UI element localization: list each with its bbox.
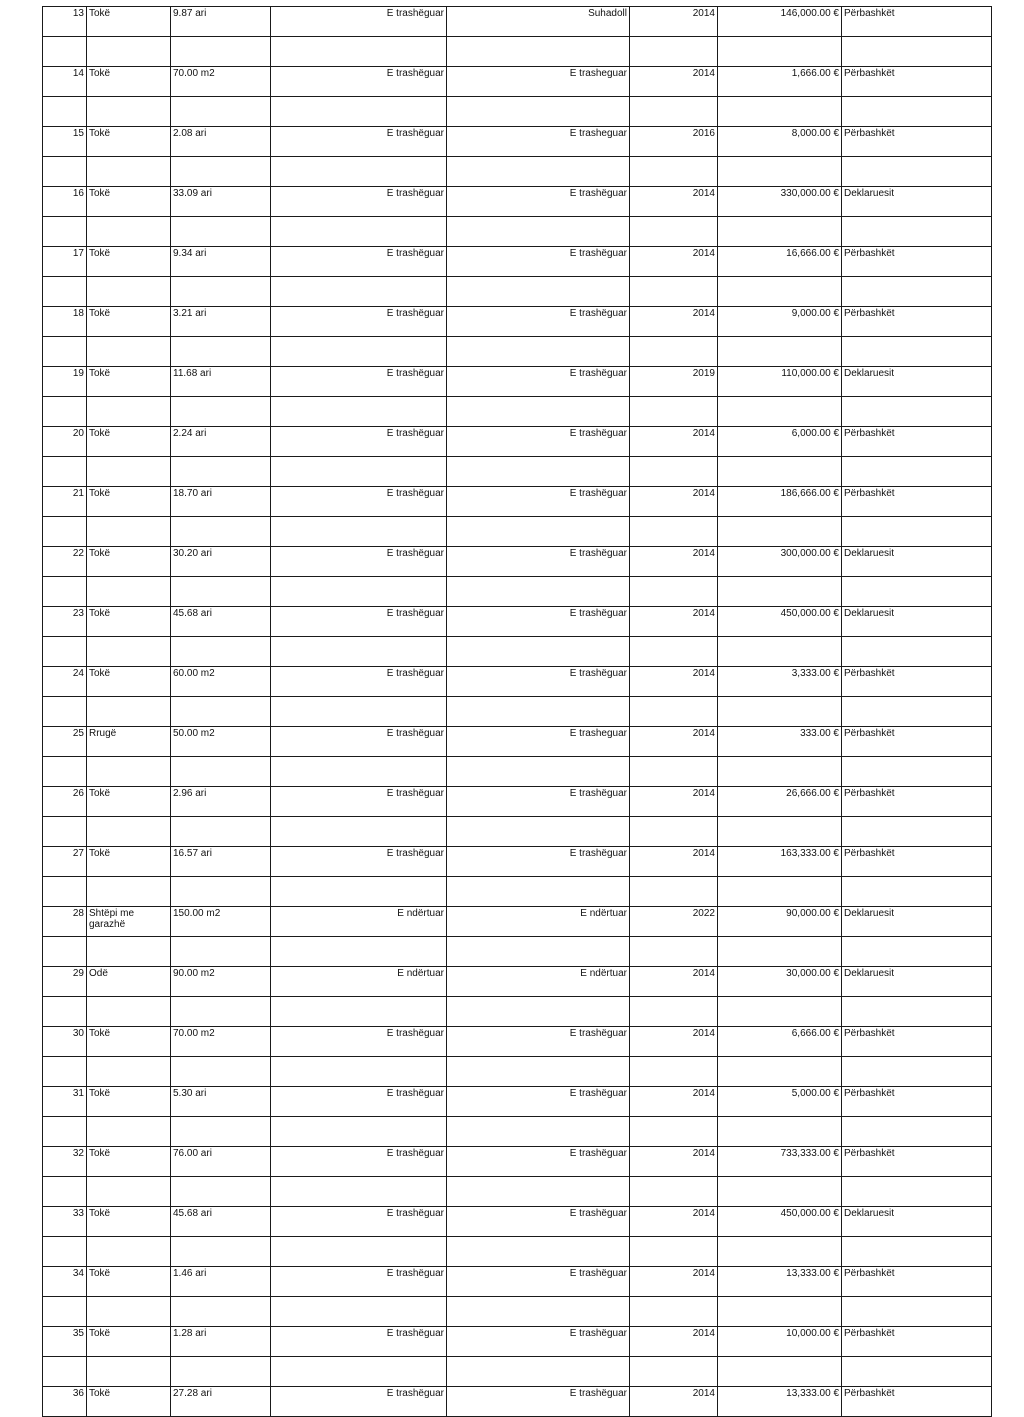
property-type-cell: Tokë [87, 1147, 171, 1177]
ownership-cell: Përbashkët [842, 127, 992, 157]
value-cell: 13,333.00 € [718, 1387, 842, 1417]
row-number-cell: 19 [43, 367, 87, 397]
row-gap [43, 997, 992, 1027]
source-cell: E trashëguar [447, 1267, 630, 1297]
year-cell: 2016 [630, 127, 718, 157]
table-row [43, 247, 992, 277]
source-cell: E trasheguar [447, 127, 630, 157]
value-cell: 3,333.00 € [718, 667, 842, 697]
table-row [43, 187, 992, 217]
property-type-cell: Tokë [87, 787, 171, 817]
acquisition-method-cell: E trashëguar [271, 1147, 447, 1177]
source-cell: E trashëguar [447, 1147, 630, 1177]
value-cell: 6,000.00 € [718, 427, 842, 457]
property-type-cell: Tokë [87, 1387, 171, 1417]
value-cell: 733,333.00 € [718, 1147, 842, 1177]
row-number-cell: 29 [43, 967, 87, 997]
value-cell: 450,000.00 € [718, 607, 842, 637]
property-type-cell: Tokë [87, 67, 171, 97]
value-cell: 26,666.00 € [718, 787, 842, 817]
value-cell: 9,000.00 € [718, 307, 842, 337]
area-cell: 27.28 ari [171, 1387, 271, 1417]
source-cell: E trashëguar [447, 667, 630, 697]
source-cell: E trashëguar [447, 1027, 630, 1057]
acquisition-method-cell: E trashëguar [271, 1267, 447, 1297]
area-cell: 45.68 ari [171, 607, 271, 637]
year-cell: 2014 [630, 247, 718, 277]
row-number-cell: 35 [43, 1327, 87, 1357]
year-cell: 2014 [630, 547, 718, 577]
source-cell: E trashëguar [447, 1387, 630, 1417]
area-cell: 3.21 ari [171, 307, 271, 337]
property-type-cell: Tokë [87, 847, 171, 877]
year-cell: 2014 [630, 427, 718, 457]
source-cell: E trashëguar [447, 427, 630, 457]
year-cell: 2014 [630, 1327, 718, 1357]
row-gap [43, 397, 992, 427]
year-cell: 2014 [630, 307, 718, 337]
area-cell: 50.00 m2 [171, 727, 271, 757]
acquisition-method-cell: E trashëguar [271, 127, 447, 157]
ownership-cell: Deklaruesit [842, 907, 992, 937]
value-cell: 110,000.00 € [718, 367, 842, 397]
ownership-cell: Deklaruesit [842, 367, 992, 397]
year-cell: 2014 [630, 967, 718, 997]
area-cell: 9.87 ari [171, 7, 271, 37]
table-row [43, 67, 992, 97]
ownership-cell: Përbashkët [842, 727, 992, 757]
row-number-cell: 28 [43, 907, 87, 937]
table-row [43, 1387, 992, 1417]
ownership-cell: Deklaruesit [842, 187, 992, 217]
row-number-cell: 36 [43, 1387, 87, 1417]
ownership-cell: Përbashkët [842, 1327, 992, 1357]
ownership-cell: Deklaruesit [842, 547, 992, 577]
area-cell: 18.70 ari [171, 487, 271, 517]
ownership-cell: Përbashkët [842, 1087, 992, 1117]
source-cell: E trashëguar [447, 1087, 630, 1117]
row-number-cell: 25 [43, 727, 87, 757]
row-number-cell: 26 [43, 787, 87, 817]
acquisition-method-cell: E trashëguar [271, 667, 447, 697]
ownership-cell: Deklaruesit [842, 607, 992, 637]
row-gap [43, 697, 992, 727]
area-cell: 1.46 ari [171, 1267, 271, 1297]
row-gap [43, 937, 992, 967]
row-gap [43, 1237, 992, 1267]
year-cell: 2014 [630, 727, 718, 757]
acquisition-method-cell: E trashëguar [271, 7, 447, 37]
row-gap [43, 1177, 992, 1207]
property-type-cell: Tokë [87, 1087, 171, 1117]
row-number-cell: 14 [43, 67, 87, 97]
value-cell: 330,000.00 € [718, 187, 842, 217]
row-gap [43, 877, 992, 907]
table-row [43, 1327, 992, 1357]
table-row [43, 967, 992, 997]
property-type-cell: Tokë [87, 127, 171, 157]
year-cell: 2014 [630, 1267, 718, 1297]
table-row [43, 1147, 992, 1177]
table-row [43, 367, 992, 397]
row-gap [43, 1117, 992, 1147]
ownership-cell: Përbashkët [842, 7, 992, 37]
table-row [43, 427, 992, 457]
value-cell: 90,000.00 € [718, 907, 842, 937]
ownership-cell: Deklaruesit [842, 1207, 992, 1237]
property-type-cell: Tokë [87, 1327, 171, 1357]
source-cell: E trashëguar [447, 547, 630, 577]
row-gap [43, 577, 992, 607]
acquisition-method-cell: E trashëguar [271, 67, 447, 97]
row-number-cell: 23 [43, 607, 87, 637]
area-cell: 60.00 m2 [171, 667, 271, 697]
year-cell: 2022 [630, 907, 718, 937]
year-cell: 2014 [630, 187, 718, 217]
row-number-cell: 15 [43, 127, 87, 157]
value-cell: 30,000.00 € [718, 967, 842, 997]
row-gap [43, 157, 992, 187]
year-cell: 2014 [630, 1147, 718, 1177]
property-type-cell: Tokë [87, 247, 171, 277]
source-cell: E trashëguar [447, 187, 630, 217]
acquisition-method-cell: E trashëguar [271, 1207, 447, 1237]
property-type-cell: Tokë [87, 7, 171, 37]
row-number-cell: 34 [43, 1267, 87, 1297]
property-type-cell: Tokë [87, 607, 171, 637]
year-cell: 2014 [630, 7, 718, 37]
row-gap [43, 637, 992, 667]
table-row [43, 847, 992, 877]
property-type-cell: Tokë [87, 187, 171, 217]
ownership-cell: Përbashkët [842, 427, 992, 457]
source-cell: Suhadoll [447, 7, 630, 37]
row-number-cell: 18 [43, 307, 87, 337]
ownership-cell: Përbashkët [842, 247, 992, 277]
value-cell: 1,666.00 € [718, 67, 842, 97]
ownership-cell: Përbashkët [842, 1027, 992, 1057]
area-cell: 2.24 ari [171, 427, 271, 457]
area-cell: 5.30 ari [171, 1087, 271, 1117]
value-cell: 186,666.00 € [718, 487, 842, 517]
ownership-cell: Përbashkët [842, 307, 992, 337]
year-cell: 2014 [630, 787, 718, 817]
year-cell: 2019 [630, 367, 718, 397]
property-table [42, 6, 992, 1417]
table-row [43, 1027, 992, 1057]
ownership-cell: Përbashkët [842, 1147, 992, 1177]
acquisition-method-cell: E trashëguar [271, 427, 447, 457]
source-cell: E trashëguar [447, 1327, 630, 1357]
year-cell: 2014 [630, 667, 718, 697]
row-number-cell: 33 [43, 1207, 87, 1237]
source-cell: E ndërtuar [447, 907, 630, 937]
property-type-cell: Tokë [87, 367, 171, 397]
area-cell: 9.34 ari [171, 247, 271, 277]
table-row [43, 487, 992, 517]
area-cell: 16.57 ari [171, 847, 271, 877]
property-type-cell: Tokë [87, 487, 171, 517]
acquisition-method-cell: E trashëguar [271, 1087, 447, 1117]
row-gap [43, 337, 992, 367]
row-gap [43, 757, 992, 787]
ownership-cell: Deklaruesit [842, 967, 992, 997]
property-type-cell: Rrugë [87, 727, 171, 757]
value-cell: 163,333.00 € [718, 847, 842, 877]
acquisition-method-cell: E trashëguar [271, 1327, 447, 1357]
table-row [43, 127, 992, 157]
table-row [43, 1087, 992, 1117]
property-type-cell: Tokë [87, 1267, 171, 1297]
value-cell: 5,000.00 € [718, 1087, 842, 1117]
acquisition-method-cell: E trashëguar [271, 607, 447, 637]
acquisition-method-cell: E trashëguar [271, 847, 447, 877]
area-cell: 150.00 m2 [171, 907, 271, 937]
area-cell: 70.00 m2 [171, 1027, 271, 1057]
value-cell: 10,000.00 € [718, 1327, 842, 1357]
row-number-cell: 30 [43, 1027, 87, 1057]
property-type-cell: Tokë [87, 307, 171, 337]
table-row [43, 1267, 992, 1297]
ownership-cell: Përbashkët [842, 667, 992, 697]
table-row [43, 727, 992, 757]
area-cell: 1.28 ari [171, 1327, 271, 1357]
row-number-cell: 31 [43, 1087, 87, 1117]
acquisition-method-cell: E trashëguar [271, 247, 447, 277]
value-cell: 300,000.00 € [718, 547, 842, 577]
row-gap [43, 1357, 992, 1387]
source-cell: E trasheguar [447, 67, 630, 97]
acquisition-method-cell: E trashëguar [271, 547, 447, 577]
value-cell: 333.00 € [718, 727, 842, 757]
value-cell: 16,666.00 € [718, 247, 842, 277]
ownership-cell: Përbashkët [842, 847, 992, 877]
area-cell: 45.68 ari [171, 1207, 271, 1237]
value-cell: 450,000.00 € [718, 1207, 842, 1237]
acquisition-method-cell: E trashëguar [271, 307, 447, 337]
source-cell: E ndërtuar [447, 967, 630, 997]
row-number-cell: 24 [43, 667, 87, 697]
acquisition-method-cell: E trashëguar [271, 787, 447, 817]
area-cell: 90.00 m2 [171, 967, 271, 997]
value-cell: 6,666.00 € [718, 1027, 842, 1057]
year-cell: 2014 [630, 67, 718, 97]
property-type-cell: Tokë [87, 427, 171, 457]
source-cell: E trashëguar [447, 367, 630, 397]
row-gap [43, 1057, 992, 1087]
year-cell: 2014 [630, 1027, 718, 1057]
table-body [43, 7, 992, 1417]
year-cell: 2014 [630, 1087, 718, 1117]
acquisition-method-cell: E trashëguar [271, 187, 447, 217]
row-number-cell: 21 [43, 487, 87, 517]
row-gap [43, 1297, 992, 1327]
table-row [43, 667, 992, 697]
row-number-cell: 22 [43, 547, 87, 577]
row-gap [43, 817, 992, 847]
row-number-cell: 20 [43, 427, 87, 457]
year-cell: 2014 [630, 607, 718, 637]
source-cell: E trashëguar [447, 847, 630, 877]
source-cell: E trashëguar [447, 307, 630, 337]
table-row [43, 547, 992, 577]
acquisition-method-cell: E trashëguar [271, 367, 447, 397]
table-row [43, 907, 992, 937]
source-cell: E trasheguar [447, 727, 630, 757]
year-cell: 2014 [630, 1387, 718, 1417]
acquisition-method-cell: E ndërtuar [271, 967, 447, 997]
row-gap [43, 517, 992, 547]
area-cell: 2.96 ari [171, 787, 271, 817]
property-type-cell: Shtëpi me garazhë [87, 907, 171, 937]
area-cell: 76.00 ari [171, 1147, 271, 1177]
property-type-cell: Tokë [87, 547, 171, 577]
row-gap [43, 457, 992, 487]
ownership-cell: Përbashkët [842, 487, 992, 517]
property-type-cell: Tokë [87, 667, 171, 697]
row-number-cell: 17 [43, 247, 87, 277]
table-row [43, 607, 992, 637]
property-type-cell: Odë [87, 967, 171, 997]
source-cell: E trashëguar [447, 1207, 630, 1237]
acquisition-method-cell: E trashëguar [271, 727, 447, 757]
acquisition-method-cell: E ndërtuar [271, 907, 447, 937]
row-number-cell: 27 [43, 847, 87, 877]
property-type-cell: Tokë [87, 1027, 171, 1057]
area-cell: 2.08 ari [171, 127, 271, 157]
source-cell: E trashëguar [447, 487, 630, 517]
table-row [43, 307, 992, 337]
ownership-cell: Përbashkët [842, 787, 992, 817]
ownership-cell: Përbashkët [842, 67, 992, 97]
source-cell: E trashëguar [447, 247, 630, 277]
row-gap [43, 97, 992, 127]
property-type-cell: Tokë [87, 1207, 171, 1237]
acquisition-method-cell: E trashëguar [271, 487, 447, 517]
ownership-cell: Përbashkët [842, 1267, 992, 1297]
source-cell: E trashëguar [447, 787, 630, 817]
value-cell: 8,000.00 € [718, 127, 842, 157]
row-number-cell: 32 [43, 1147, 87, 1177]
year-cell: 2014 [630, 487, 718, 517]
row-gap [43, 277, 992, 307]
row-number-cell: 13 [43, 7, 87, 37]
table-row [43, 7, 992, 37]
year-cell: 2014 [630, 847, 718, 877]
year-cell: 2014 [630, 1207, 718, 1237]
area-cell: 11.68 ari [171, 367, 271, 397]
table-row [43, 787, 992, 817]
area-cell: 30.20 ari [171, 547, 271, 577]
value-cell: 146,000.00 € [718, 7, 842, 37]
source-cell: E trashëguar [447, 607, 630, 637]
row-gap [43, 217, 992, 247]
row-number-cell: 16 [43, 187, 87, 217]
value-cell: 13,333.00 € [718, 1267, 842, 1297]
area-cell: 70.00 m2 [171, 67, 271, 97]
acquisition-method-cell: E trashëguar [271, 1027, 447, 1057]
table-row [43, 1207, 992, 1237]
row-gap [43, 37, 992, 67]
area-cell: 33.09 ari [171, 187, 271, 217]
acquisition-method-cell: E trashëguar [271, 1387, 447, 1417]
ownership-cell: Përbashkët [842, 1387, 992, 1417]
